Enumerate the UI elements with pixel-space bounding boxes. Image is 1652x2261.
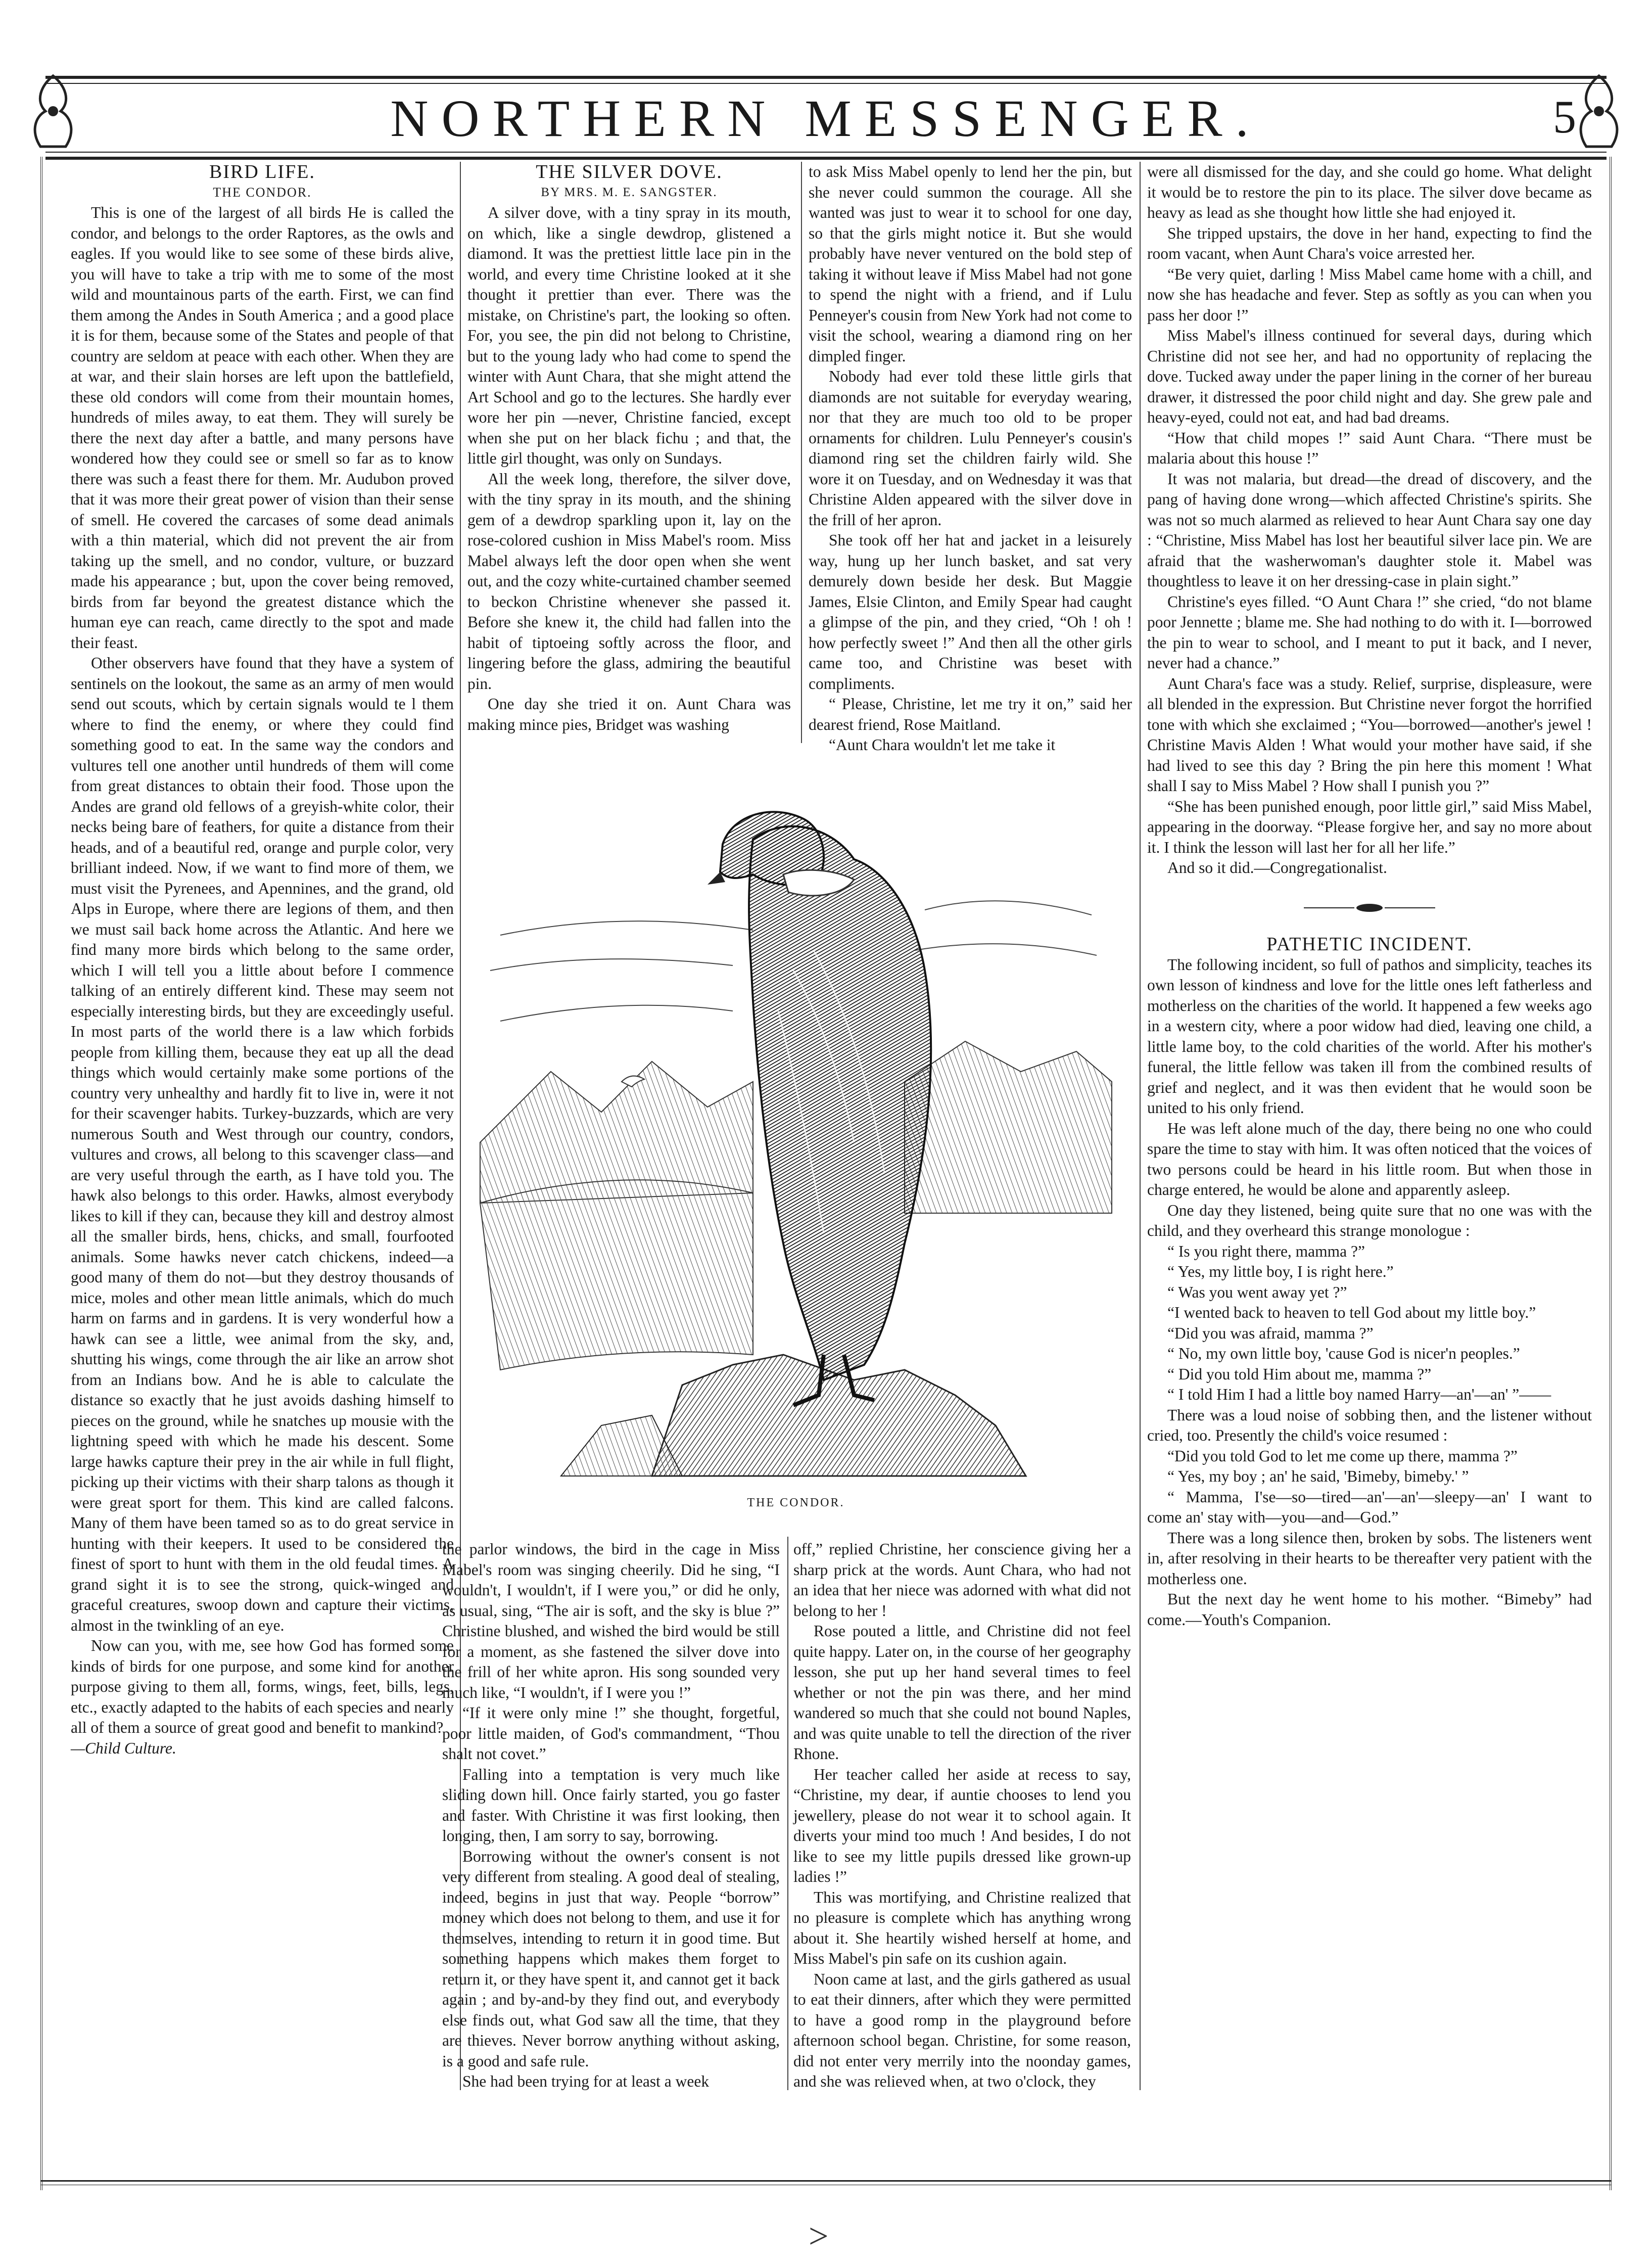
article-silver-dove-part5-and-pathetic-incident [1147, 162, 1592, 2090]
paragraph: “ Yes, my boy ; an' he said, 'Bimeby, bimeby.' ” [1167, 1467, 1469, 1485]
paragraph: It was not malaria, but dread—the dread of discovery, and the pang of having done wrong—which affected Christine's spirits. She was not so much alarmed as relieved to hear Aunt Chara say one day : “Christine, Miss Mabel has lost her beautiful silver lace pin. We are afraid that the washerwoman's daughter stole it. Mabel was thoughtless to leave it on her dressing-case in plain sight.” [1147, 470, 1592, 590]
paragraph: There was a long silence then, broken by sobs. The listeners went in, after resolving in their hearts to be thereafter very patient with the motherless one. [1147, 1529, 1592, 1588]
article-bird-life [71, 162, 454, 2093]
column-separator [1140, 162, 1141, 2090]
paragraph: “ I told Him I had a little boy named Harry—an'—an' ”—— [1167, 1386, 1551, 1403]
paragraph: Aunt Chara's face was a study. Relief, surprise, displeasure, were all blended in the expression. But Christine never forgot the horrified tone with which she exclaimed ; “You—borrowed—another's jewel ! Christine Mavis Alden ! What would your mother have said, if she had lived to see this day ? Bring the pin here this moment ! What shall I say to Miss Mabel ? How shall I punish you ?” [1147, 674, 1592, 795]
paragraph: Miss Mabel's illness continued for several days, during which Christine did not see her, and had no opportunity of replacing the dove. Tucked away under the paper lining in the corner of her bureau drawer, it distressed the poor child night and day. She grew pale and heavy-eyed, could not eat, and had bad dreams. [1147, 327, 1592, 426]
paragraph: There was a loud noise of sobbing then, and the listener without cried, too. Presently the child's voice resumed : [1147, 1406, 1592, 1444]
article-title: BIRD LIFE. [209, 161, 315, 182]
margin-scrawl: > [809, 2217, 829, 2256]
paragraph: This is one of the largest of all birds He is called the condor, and belongs to the order Raptores, as the owls and eagles. If you would like to see some of these birds alive, you will have to take a trip with me to some of the most wild and mountainous parts of the earth. First, we can find them among the Andes in South America ; and a good place it is for them, because some of the States and people of that country are seldom at peace with each other. When they are at war, and their slain horses are left upon the battlefield, these old condors will come from their mountain homes, hundreds of miles away, to eat them. They will surely be there the next day after a battle, and many persons have wondered how they could see or smell so far as to know there was such a feast there for them. Mr. Audubon proved that it was more their great power of vision than their sense of smell. He covered the carcases of some dead animals with a thin material, which did not prevent the air from taking up the smell, and no condor, vulture, or buzzard made his appearance ; but, upon the cover being removed, birds from far beyond the greatest distance which the human eye can reach, came directly to the spot and made their feast. [71, 204, 454, 652]
paragraph: “How that child mopes !” said Aunt Chara. “There must be malaria about this house !” [1147, 429, 1592, 467]
page-number: 5 [1553, 91, 1576, 143]
paragraph: “ Did you told Him about me, mamma ?” [1167, 1365, 1432, 1383]
article-title: THE SILVER DOVE. [536, 161, 723, 182]
column-separator [787, 1537, 788, 2090]
paragraph: “Aunt Chara wouldn't let me take it [829, 736, 1056, 754]
paragraph: Other observers have found that they have a system of sentinels on the lookout, the same as an army of men would send out scouts, which by certain signals would te l them where to find the enemy, or where they could find something good to eat. In the same way the condors and vultures tell one another until hundreds of them will come from great distances to obtain their food. Those upon the Andes are grand old fellows of a greyish-white color, their necks being bare of feathers, for quite a distance from their heads, and of a beautiful red, orange and purple color, very brilliant indeed. Now, if we want to find more of them, we must visit the Pyrenees, and Apennines, and the grand, old Alps in Europe, where there are legions of them, and then we must sail back home across the Atlantic. And here we find many more birds which belong to the same order, which I will tell you a little about before I commence talking of an entirely different kind. These may seem not especially interesting birds, but they are exceedingly useful. In most parts of the world there is a law which forbids people from killing them, because they eat up all the dead things which would certainly make some portions of the country very unhealthy and hardly fit to live in, were it not for their scavenger habits. Turkey-buzzards, which are very numerous South and West through our country, condors, vultures and crows, all belong to this scavenger class—and are very useful through the earth, as I have told you. The hawk also belongs to this order. Hawks, almost everybody likes to kill if they can, because they kill and destroy almost all the smaller birds, hens, chicks, and small, fourfooted animals. Some hawks never catch chickens, indeed—a good many of them do not—but they destroy thousands of mice, moles and other mean little animals, which do much harm on farms and in gardens. It is very wonderful how a hawk can see a little, wee animal from the sky, and, shutting his wings, come through the air like an arrow shot from an Indians bow. And he is able to calculate the distance so exactly that he just avoids dashing himself to pieces on the ground, while he snatches up mousie with the lightning speed with which he made his descent. Some large hawks capture their prey in the air while in full flight, picking up their victims with their sharp talons as though it were great sport for them. This kind are called falcons. Many of them have been tamed so as to do great service in hunting with their keepers. It used to be considered the finest of sport to hunt with them in the old feudal times. A grand sight it is to see the strong, quick-winged and graceful creatures, swoop down and capture their victims, almost in the twinkling of an eye. [71, 654, 454, 1634]
ornamental-rule-icon [1147, 899, 1592, 919]
article-credit: —Child Culture. [71, 1739, 176, 1757]
paragraph: All the week long, therefore, the silver dove, with the tiny spray in its mouth, and the shining gem of a dewdrop sparkling upon it, lay on the rose-colored cushion in Miss Mabel's room. Miss Mabel always left the door open when she went out, and the cozy white-curtained chamber seemed to beckon Christine whenever she passed it. Before she knew it, the child had fallen into the habit of tiptoeing softly across the floor, and lingering before the glass, admiring the beautiful pin. [467, 470, 791, 693]
paragraph: This was mortifying, and Christine realized that no pleasure is complete which has anything wrong about it. She heartily wished herself at home, and Miss Mabel's pin safe on its cushion again. [793, 1888, 1131, 1967]
paragraph: the parlor windows, the bird in the cage in Miss Mabel's room was singing cheerily. Did he sing, “I wouldn't, I wouldn't, if I were you,” or did he only, as usual, sing, “The air is soft, and the sky is blue ?” Christine blushed, and wished the bird would be still for a moment, as she fastened the silver dove into the frill of her white apron. His song sounded very much like, “I wouldn't, if I were you !” [442, 1540, 780, 1701]
paragraph: She tripped upstairs, the dove in her hand, expecting to find the room vacant, when Aunt Chara's voice arrested her. [1147, 224, 1592, 262]
paragraph: “Be very quiet, darling ! Miss Mabel came home with a chill, and now she has headache and fever. Step as softly as you can when you pass her door !” [1147, 265, 1592, 324]
paragraph: One day they listened, being quite sure that no one was with the child, and they overheard this strange monologue : [1147, 1201, 1592, 1239]
paragraph: She had been trying for at least a week [462, 2072, 710, 2090]
paragraph: “She has been punished enough, poor little girl,” said Miss Mabel, appearing in the doorway. “Please forgive her, and say no more about it. I think the lesson will last her for all her life.” [1147, 797, 1592, 856]
paragraph: She took off her hat and jacket in a leisurely way, hung up her lunch basket, and sat very demurely down beside her desk. But Maggie James, Elsie Clinton, and Emily Spear had caught a glimpse of the pin, and they cried, “Oh ! oh ! how perfectly sweet !” And then all the other girls came too, and Christine was beset with compliments. [809, 531, 1132, 693]
paragraph: Noon came at last, and the girls gathered as usual to eat their dinners, after which they were permitted to have a good romp in the playground before afternoon school began. Christine, for some reason, did not enter very merrily into the noonday games, and she was relieved when, at two o'clock, they [793, 1970, 1131, 2090]
paragraph: The following incident, so full of pathos and simplicity, teaches its own lesson of kindness and love for the little ones left fatherless and motherless on the charities of the world. It happened a few weeks ago in a western city, where a poor widow had died, leaving one child, a little lame boy, to the cold charities of the world. After his mother's funeral, the little fellow was taken ill from the combined results of grief and neglect, and it was then evident that he would soon be united to his only friend. [1147, 955, 1592, 1117]
paragraph: “ Mamma, I'se—so—tired—an'—an'—sleepy—an' I want to come an' stay with—you—and—God.” [1147, 1488, 1592, 1526]
paragraph: And so it did.—Congregationalist. [1167, 859, 1387, 876]
article-byline: BY MRS. M. E. SANGSTER. [541, 185, 718, 199]
paragraph: He was left alone much of the day, there being no one who could spare the time to stay with him. It was often noticed that the voices of two persons could be heard in his little room. But when those in charge entered, he would be alone and apparently asleep. [1147, 1119, 1592, 1198]
paragraph: A silver dove, with a tiny spray in its mouth, on which, like a single dewdrop, glistened a diamond. It was the prettiest little lace pin in the world, and every time Christine looked at it she thought it prettier than ever. There was the mistake, on Christine's part, the looking so often. For, you see, the pin did not belong to Christine, but to the young lady who had come to spend the winter with Aunt Chara, that she might attend the Art School and go to the lectures. She hardly ever wore her pin —never, Christine fancied, except when she put on her black fichu ; and that, the little girl thought, was only on Sundays. [467, 204, 791, 467]
article-title: PATHETIC INCIDENT. [1266, 934, 1473, 955]
column-separator [801, 162, 802, 743]
paragraph: Rose pouted a little, and Christine did not feel quite happy. Later on, in the course of her geography lesson, she put up her hand several times to feel whether or not the pin was there, and her mind wandered so much that she could not bound Naples, and was quite unable to tell the direction of the river Rhone. [793, 1622, 1131, 1763]
paragraph: Christine's eyes filled. “O Aunt Chara !” she cried, “do not blame poor Jennette ; blame me. She had nothing to do with it. I—borrowed the pin to wear to school, and I meant to put it back, and I never, never had a chance.” [1147, 592, 1592, 672]
paragraph: Falling into a temptation is very much like sliding down hill. Once fairly started, you go faster and faster. With Christine it was first looking, then longing, then, I am sorry to say, borrowing. [442, 1765, 780, 1844]
paragraph: “ Yes, my little boy, I is right here.” [1167, 1263, 1394, 1280]
paragraph: “Did you told God to let me come up there, mamma ?” [1167, 1447, 1518, 1465]
paragraph: “ No, my own little boy, 'cause God is nicer'n peoples.” [1167, 1345, 1520, 1362]
paragraph: “I wented back to heaven to tell God about my little boy.” [1167, 1304, 1536, 1321]
article-silver-dove-part4 [793, 1539, 1131, 2090]
paragraph: One day she tried it on. Aunt Chara was making mince pies, Bridget was washing [467, 695, 791, 733]
paragraph: “If it were only mine !” she thought, forgetful, poor little maiden, of God's commandment, “Thou shalt not covet.” [442, 1704, 780, 1763]
paragraph: “Did you was afraid, mamma ?” [1167, 1324, 1374, 1342]
masthead-title: NORTHERN MESSENGER. [390, 89, 1262, 148]
paragraph: Now can you, with me, see how God has formed some kinds of birds for one purpose, and some kind for another purpose giving to them all, forms, wings, feet, bills, legs, etc., exactly adapted to the habits of each species and nearly all of them a source of great good and benefit to mankind? [71, 1637, 454, 1736]
paragraph: Nobody had ever told these little girls that diamonds are not suitable for everyday wearing, nor that they are much too old to be proper ornaments for children. Lulu Penneyer's cousin's diamond ring set the children fairly wild. She wore it on Tuesday, and on Wednesday it was that Christine Alden appeared with the silver dove in the frill of her apron. [809, 367, 1132, 529]
article-silver-dove-part3 [442, 1539, 780, 2090]
condor-illustration [470, 758, 1122, 1486]
paragraph: to ask Miss Mabel openly to lend her the pin, but she never could summon the courage. All she wanted was just to wear it to school for one day, so that the girls might notice it. But she would probably have never ventured on the bold step of taking it without leave if Miss Mabel had not gone to spend the night with a friend, and if Lulu Penneyer's cousin from New York had not come to visit the school, wearing a diamond ring on her dimpled finger. [809, 163, 1132, 365]
paragraph: “ Please, Christine, let me try it on,” said her dearest friend, Rose Maitland. [809, 695, 1132, 733]
paragraph: Borrowing without the owner's consent is not very different from stealing. A good deal of stealing, indeed, begins in just that way. People “borrow” money which does not belong to them, and use it for themselves, intending to return it in good time. But something happens which makes them forget to return it, or they have spent it, and cannot get it back again ; and by-and-by they find out, and everybody else finds out, what God saw all the time, that they are thieves. Never borrow anything without asking, is a good and safe rule. [442, 1847, 780, 2070]
article-silver-dove-part1 [467, 162, 791, 743]
paragraph: “ Was you went away yet ?” [1167, 1283, 1347, 1301]
masthead-top-rule [45, 76, 1607, 84]
paragraph: were all dismissed for the day, and she could go home. What delight it would be to restore the pin to its place. The silver dove became as heavy as lead as she thought how little she had enjoyed it. [1147, 163, 1592, 221]
paragraph: off,” replied Christine, her conscience giving her a sharp prick at the words. Aunt Chara, who had not an idea that her niece was adorned with what did not belong to her ! [793, 1540, 1131, 1620]
article-silver-dove-part2 [809, 162, 1132, 754]
paragraph: Her teacher called her aside at recess to say, “Christine, my dear, if auntie chooses to lend you jewellery, please do not wear it to school again. It diverts your mind too much ! And besides, I do not like to see my little pupils dressed like grown-up ladies !” [793, 1765, 1131, 1885]
paragraph: But the next day he went home to his mother. “Bimeby” had come.—Youth's Companion. [1147, 1590, 1592, 1629]
paragraph: “ Is you right there, mamma ?” [1167, 1242, 1365, 1260]
figure-caption: THE CONDOR. [747, 1496, 845, 1509]
page-bottom-rule [40, 2180, 1612, 2185]
article-subtitle: THE CONDOR. [213, 184, 312, 200]
